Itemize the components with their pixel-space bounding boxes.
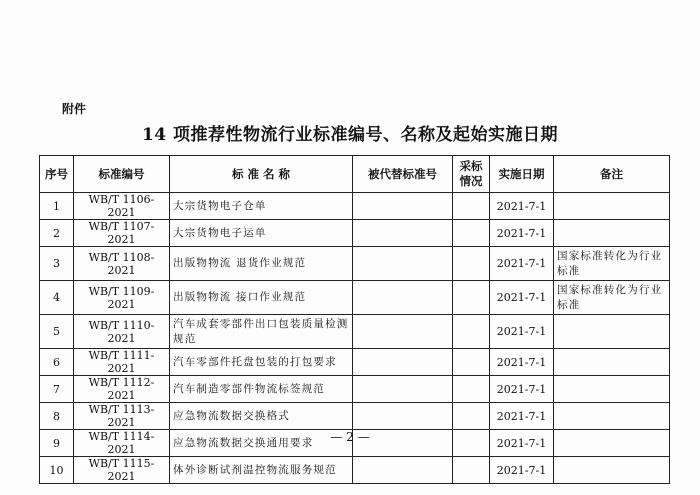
cell-code: WB/T 1115-2021 — [74, 457, 170, 484]
cell-code: WB/T 1113-2021 — [74, 403, 170, 430]
cell-adopt — [453, 315, 490, 349]
cell-date: 2021-7-1 — [490, 315, 554, 349]
cell-adopt — [453, 376, 490, 403]
table-row — [40, 220, 670, 247]
cell-date: 2021-7-1 — [490, 457, 554, 484]
cell-seq: 10 — [40, 457, 74, 484]
col-header-name: 标 准 名 称 — [170, 156, 353, 193]
cell-seq: 1 — [40, 193, 74, 220]
cell-seq: 5 — [40, 315, 74, 349]
page-number: — 2 — — [330, 430, 370, 444]
col-header-replaced: 被代替标准号 — [353, 156, 453, 193]
cell-name: 出版物物流 接口作业规范 — [170, 281, 353, 315]
table-row — [40, 193, 670, 220]
cell-replaced — [353, 281, 453, 315]
cell-name: 大宗货物电子仓单 — [170, 193, 353, 220]
cell-date: 2021-7-1 — [490, 376, 554, 403]
cell-note: 国家标准转化为行业标准 — [554, 247, 670, 281]
cell-date: 2021-7-1 — [490, 193, 554, 220]
cell-adopt — [453, 193, 490, 220]
table-row — [40, 315, 670, 349]
table-row — [40, 281, 670, 315]
cell-adopt — [453, 281, 490, 315]
cell-name: 汽车制造零部件物流标签规范 — [170, 376, 353, 403]
cell-date: 2021-7-1 — [490, 430, 554, 457]
cell-note — [554, 349, 670, 376]
cell-code: WB/T 1108-2021 — [74, 247, 170, 281]
table-row — [40, 349, 670, 376]
cell-note — [554, 193, 670, 220]
cell-adopt — [453, 220, 490, 247]
cell-seq: 7 — [40, 376, 74, 403]
table-header-row — [40, 156, 670, 193]
cell-name: 出版物物流 退货作业规范 — [170, 247, 353, 281]
cell-name: 汽车零部件托盘包装的打包要求 — [170, 349, 353, 376]
col-header-seq: 序号 — [40, 156, 74, 193]
cell-code: WB/T 1112-2021 — [74, 376, 170, 403]
table-row — [40, 247, 670, 281]
col-header-date: 实施日期 — [490, 156, 554, 193]
table-row — [40, 457, 670, 484]
table-row — [40, 376, 670, 403]
cell-note — [554, 403, 670, 430]
cell-code: WB/T 1114-2021 — [74, 430, 170, 457]
cell-date: 2021-7-1 — [490, 220, 554, 247]
cell-seq: 8 — [40, 403, 74, 430]
cell-seq: 4 — [40, 281, 74, 315]
cell-adopt — [453, 247, 490, 281]
cell-code: WB/T 1109-2021 — [74, 281, 170, 315]
attachment-label: 附件 — [62, 102, 87, 116]
cell-code: WB/T 1111-2021 — [74, 349, 170, 376]
cell-note — [554, 457, 670, 484]
cell-code: WB/T 1107-2021 — [74, 220, 170, 247]
cell-seq: 3 — [40, 247, 74, 281]
cell-name: 应急物流数据交换通用要求 — [170, 430, 353, 457]
cell-code: WB/T 1110-2021 — [74, 315, 170, 349]
cell-name: 体外诊断试剂温控物流服务规范 — [170, 457, 353, 484]
cell-date: 2021-7-1 — [490, 403, 554, 430]
col-header-note: 备注 — [554, 156, 670, 193]
cell-seq: 6 — [40, 349, 74, 376]
cell-adopt — [453, 457, 490, 484]
cell-seq: 2 — [40, 220, 74, 247]
cell-note — [554, 315, 670, 349]
cell-adopt — [453, 403, 490, 430]
cell-replaced — [353, 376, 453, 403]
cell-date: 2021-7-1 — [490, 281, 554, 315]
cell-adopt — [453, 349, 490, 376]
cell-replaced — [353, 315, 453, 349]
cell-seq: 9 — [40, 430, 74, 457]
cell-name: 应急物流数据交换格式 — [170, 403, 353, 430]
document-title: 14 项推荐性物流行业标准编号、名称及起始实施日期 — [141, 125, 559, 145]
table-row — [40, 403, 670, 430]
cell-replaced — [353, 403, 453, 430]
cell-replaced — [353, 457, 453, 484]
col-header-code: 标准编号 — [74, 156, 170, 193]
cell-note — [554, 376, 670, 403]
cell-note: 国家标准转化为行业标准 — [554, 281, 670, 315]
cell-date: 2021-7-1 — [490, 349, 554, 376]
cell-replaced — [353, 349, 453, 376]
cell-replaced — [353, 220, 453, 247]
cell-name: 汽车成套零部件出口包装质量检测规范 — [170, 315, 353, 349]
cell-code: WB/T 1106-2021 — [74, 193, 170, 220]
cell-name: 大宗货物电子运单 — [170, 220, 353, 247]
cell-date: 2021-7-1 — [490, 247, 554, 281]
cell-replaced — [353, 193, 453, 220]
col-header-adopt: 采标情况 — [453, 156, 490, 193]
cell-replaced — [353, 247, 453, 281]
cell-note — [554, 220, 670, 247]
